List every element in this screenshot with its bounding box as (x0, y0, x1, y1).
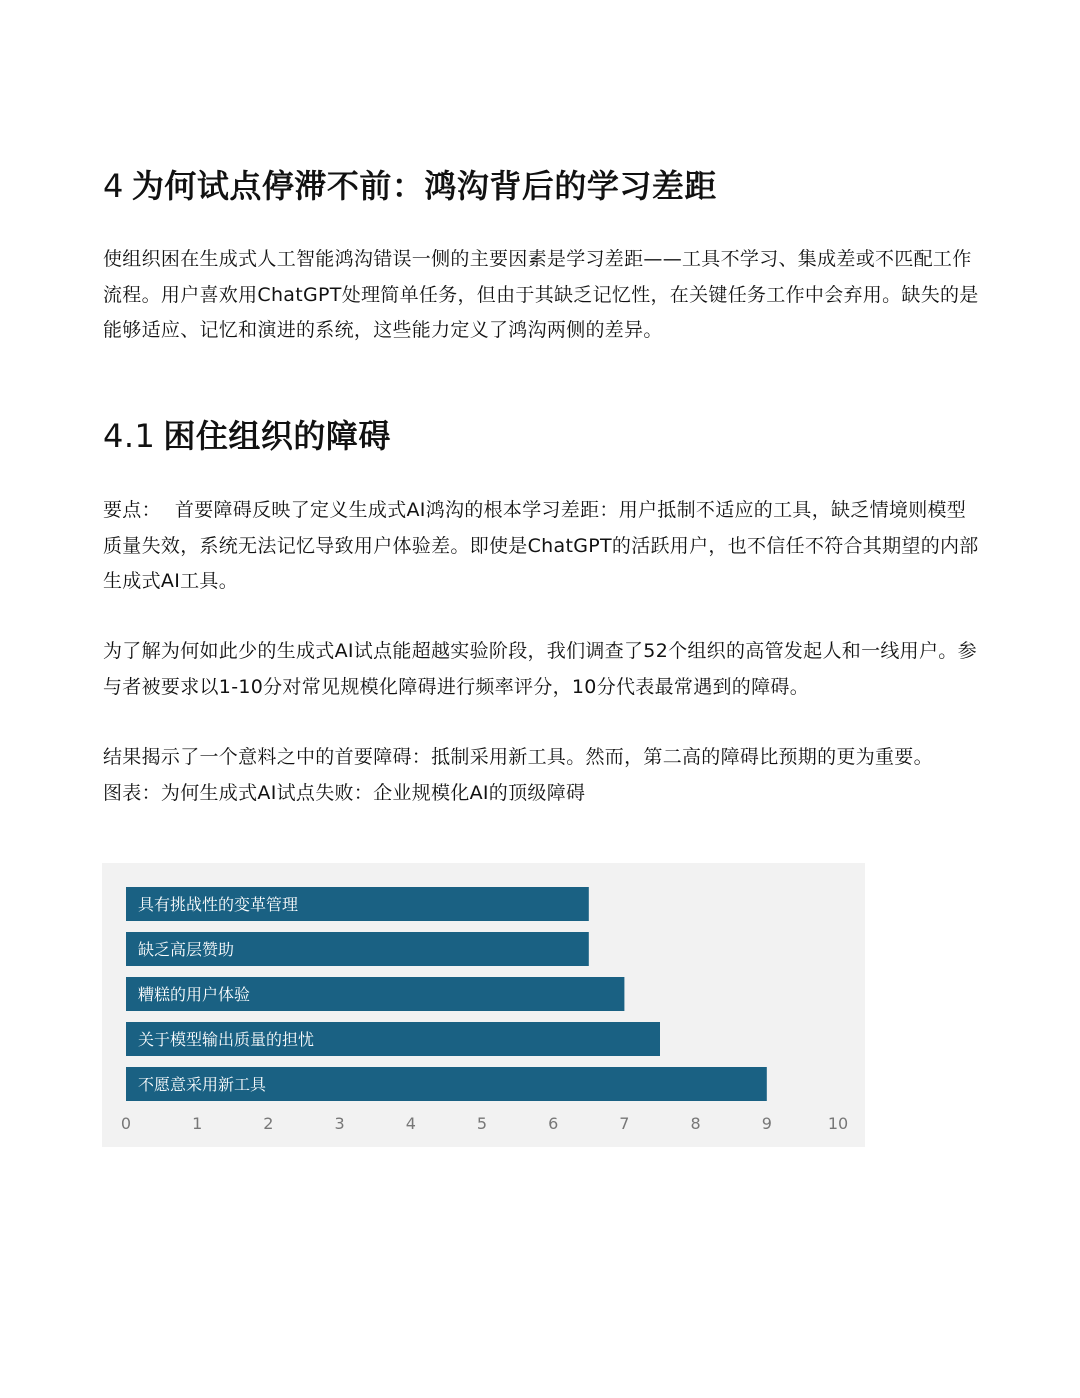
bar-group (126, 1022, 660, 1056)
subsection-heading (103, 412, 391, 460)
x-tick-label: 5 (476, 1114, 488, 1133)
bar-label: 缺乏高层赞助 (138, 940, 235, 959)
section-number: 4 (103, 167, 124, 205)
x-tick-label: 7 (619, 1114, 630, 1133)
results-paragraph: 结果揭示了一个意料之中的首要障碍：抵制采用新工具。然而，第二高的障碍比预期的更为重要。 (103, 746, 933, 768)
chart-canvas (102, 863, 865, 1147)
bar-label: 糟糕的用户体验 (138, 985, 251, 1004)
x-tick-label: 0 (120, 1114, 132, 1133)
x-tick-label: 9 (761, 1114, 772, 1133)
bar-label: 具有挑战性的变革管理 (138, 895, 299, 914)
x-tick-label: 8 (690, 1114, 701, 1133)
bar-group (126, 932, 589, 966)
bar-label: 关于模型输出质量的担忧 (138, 1030, 315, 1049)
section-intro-paragraph: 使组织困在生成式人工智能鸿沟错误一侧的主要因素是学习差距——工具不学习、集成差或不匹配工作流程。用户喜欢用ChatGPT处理简单任务，但由于其缺乏记忆性，在关键任务工作中会弃用。缺失的是能够适应、记忆和演进的系统，这些能力定义了鸿沟两侧的差异。 (103, 248, 979, 341)
key-points-label: 要点： (103, 499, 161, 521)
key-points-text: 首要障碍反映了定义生成式AI鸿沟的根本学习差距：用户抵制不适应的工具，缺乏情境则模型质量失效，系统无法记忆导致用户体验差。即使是ChatGPT的活跃用户，也不信任不符合其期望的内部生成式AI工具。 (103, 499, 979, 592)
x-tick-label: 2 (263, 1114, 274, 1133)
x-tick-label: 6 (548, 1114, 559, 1133)
subsection-number: 4.1 (103, 417, 156, 455)
x-tick-label: 4 (405, 1114, 416, 1133)
bar-group (126, 977, 624, 1011)
survey-paragraph: 为了解为何如此少的生成式AI试点能超越实验阶段，我们调查了52个组织的高管发起人和一线用户。参与者被要求以1-10分对常见规模化障碍进行频率评分，10分代表最常遇到的障碍。 (103, 640, 977, 698)
section-title: 为何试点停滞不前：鸿沟背后的学习差距 (131, 167, 717, 205)
x-tick-label: 3 (334, 1114, 345, 1133)
subsection-title: 困住组织的障碍 (163, 417, 391, 455)
key-points-paragraph (103, 493, 983, 600)
bar-label: 不愿意采用新工具 (138, 1075, 267, 1094)
bar-group (126, 1067, 767, 1101)
barriers-bar-chart (102, 863, 865, 1147)
bar-group (126, 887, 589, 921)
x-tick-label: 10 (827, 1114, 849, 1133)
section-heading (103, 162, 717, 210)
chart-caption: 图表：为何生成式AI试点失败：企业规模化AI的顶级障碍 (103, 782, 586, 804)
x-tick-label: 1 (192, 1114, 203, 1133)
